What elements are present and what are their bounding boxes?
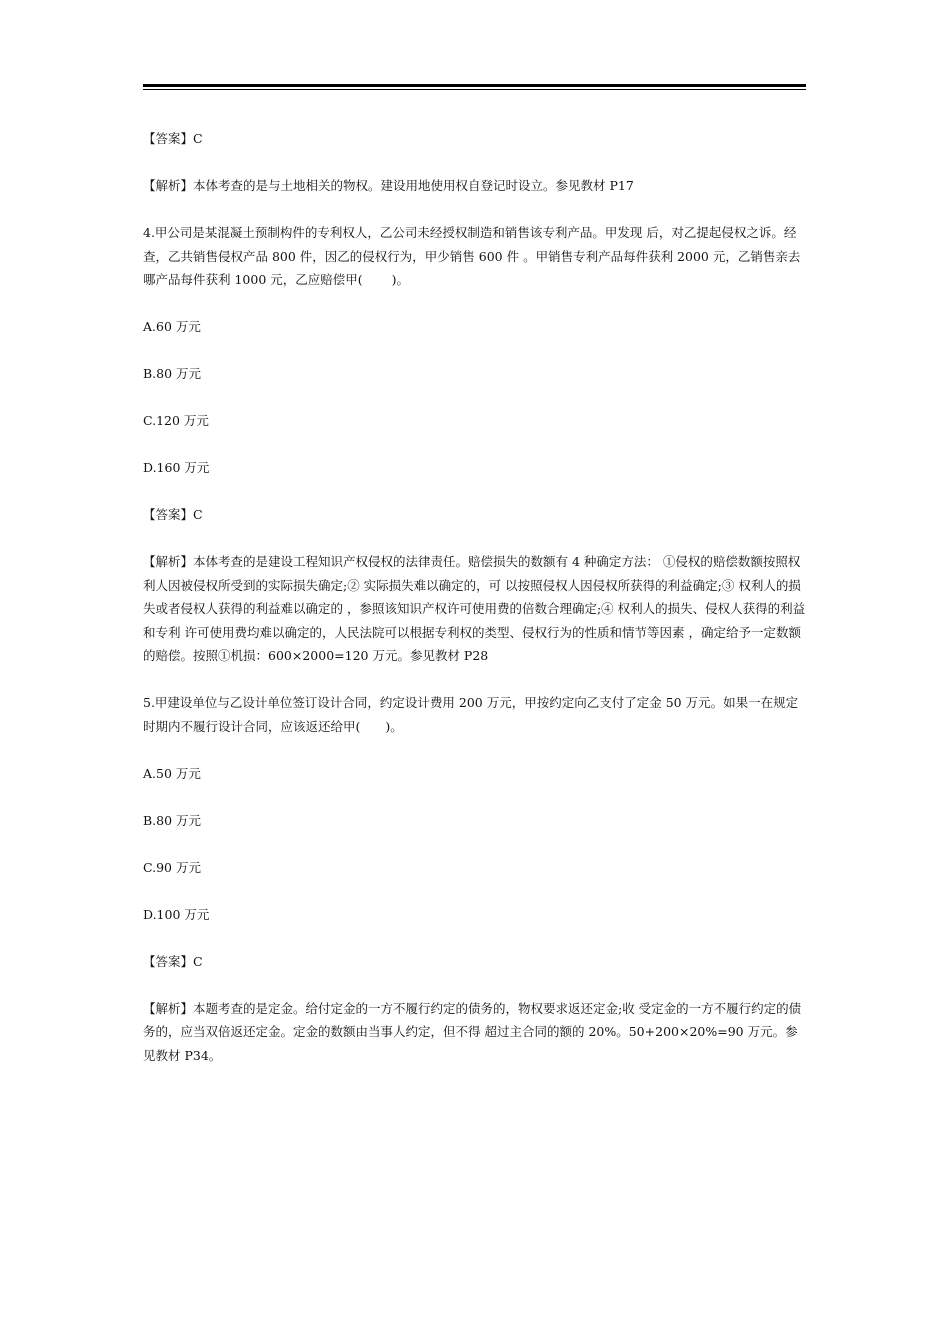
document-body	[143, 127, 806, 1091]
analysis-5: 【解析】本题考查的是定金。给付定金的一方不履行约定的债务的，物权要求返还定金;收 受定金的一方不履行约定的债务的，应当双倍返还定金。定金的数额由当事人约定，但不得 超过主合同的额的 20%。50+200×20%=90 万元。参见教材 P34。	[143, 1000, 802, 1063]
question-4-option-a: A.60 万元	[143, 319, 201, 334]
question-5-option-a: A.50 万元	[143, 765, 201, 781]
answer-1: 【答案】C	[143, 131, 203, 146]
answer-5: 【答案】C	[143, 953, 203, 969]
question-5-option-b: B.80 万元	[143, 812, 202, 828]
question-5-option-d: D.100 万元	[143, 906, 210, 922]
question-5: 5.甲建设单位与乙设计单位签订设计合同，约定设计费用 200 万元，甲按约定向乙支付了定金 50 万元。如果一在规定时期内不履行设计合同，应该返还给甲( )。	[143, 695, 799, 734]
analysis-4: 【解析】本体考查的是建设工程知识产权侵权的法律责任。赔偿损失的数额有 4 种确定方法： ①侵权的赔偿数额按照权利人因被侵权所受到的实际损失确定;② 实际损失难以确定的，可 以按照侵权人因侵权所获得的利益确定;③ 权利人的损失或者侵权人获得的利益难以确定的 ，参照该知识产权许可使用费的倍数合理确定;④ 权利人的损失、侵权人获得的利益和专利 许可使用费均难以确定的，人民法院可以根据专利权的类型、侵权行为的性质和情节等因素 ，确定给予一定数额的赔偿。按照①机损：600×2000=120 万元。参见教材 P28	[143, 554, 806, 663]
question-4-option-d: D.160 万元	[143, 460, 210, 475]
question-4-option-b: B.80 万元	[143, 366, 202, 381]
question-4-option-c: C.120 万元	[143, 413, 209, 428]
answer-4: 【答案】C	[143, 507, 203, 522]
header-double-rule	[143, 84, 806, 90]
question-4: 4.甲公司是某混凝土预制构件的专利权人，乙公司未经授权制造和销售该专利产品。甲发现 后，对乙提起侵权之诉。经查，乙共销售侵权产品 800 件，因乙的侵权行为，甲少销售 600 件 。甲销售专利产品每件获利 2000 元，乙销售亲去哪产品每件获利 1000 元，乙应赔偿甲( )。	[143, 225, 801, 287]
question-5-option-c: C.90 万元	[143, 859, 201, 875]
analysis-1: 【解析】本体考查的是与土地相关的物权。建设用地使用权自登记时设立。参见教材 P17	[143, 178, 634, 193]
